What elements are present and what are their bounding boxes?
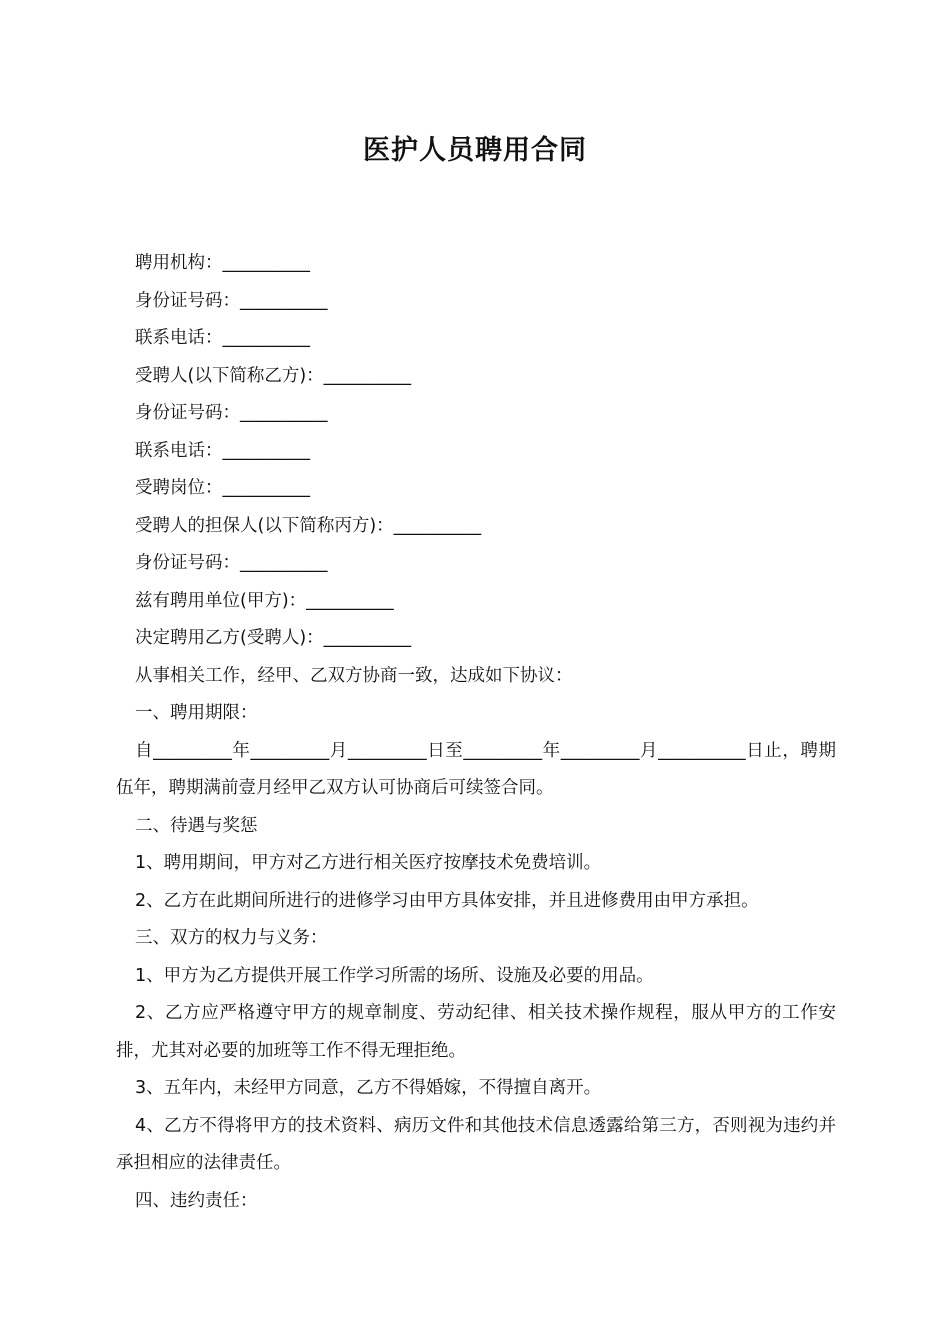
document-title: 医护人员聘用合同 [363, 135, 587, 166]
employee-field: 受聘人(以下简称乙方)：__________ [135, 365, 412, 386]
benefits-item-2: 2、乙方在此期间所进行的进修学习由甲方具体安排，并且进修费用由甲方承担。 [135, 890, 759, 911]
guarantor-field: 受聘人的担保人(以下简称丙方)：__________ [135, 515, 482, 536]
guarantor-id-field: 身份证号码：__________ [135, 553, 328, 573]
position-field: 受聘岗位：__________ [135, 478, 310, 498]
hiring-unit-field: 兹有聘用单位(甲方)：__________ [135, 590, 394, 611]
rights-item-1: 1、甲方为乙方提供开展工作学习所需的场所、设施及必要的用品。 [135, 965, 654, 986]
employee-phone-field: 联系电话：__________ [135, 440, 310, 461]
employer-phone-field: 联系电话：__________ [135, 328, 310, 348]
rights-item-3: 3、五年内，未经甲方同意，乙方不得婚嫁，不得擅自离开。 [135, 1078, 602, 1098]
employer-id-field: 身份证号码：__________ [135, 290, 328, 311]
decision-field: 决定聘用乙方(受聘人)：__________ [135, 628, 412, 648]
section-heading-term: 一、聘用期限： [135, 703, 258, 723]
intro-paragraph: 从事相关工作，经甲、乙双方协商一致，达成如下协议： [135, 665, 573, 686]
employer-field: 聘用机构：__________ [135, 253, 310, 273]
section-heading-rights: 三、双方的权力与义务： [135, 928, 328, 948]
rights-item-2: 2、乙方应严格遵守甲方的规章制度、劳动纪律、相关技术操作规程，服从甲方的工作安排，尤其对必要的加班等工作不得无理拒绝。 [116, 1003, 836, 1061]
rights-item-4: 4、乙方不得将甲方的技术资料、病历文件和其他技术信息透露给第三方，否则视为违约并承担相应的法律责任。 [116, 1115, 836, 1173]
term-paragraph: 自_________年_________月_________日至_________年_________月__________日止，聘期伍年，聘期满前壹月经甲乙双方认可协商后可续签合同。 [116, 740, 836, 798]
employee-id-field: 身份证号码：__________ [135, 403, 328, 423]
section-heading-breach: 四、违约责任： [135, 1190, 258, 1211]
benefits-item-1: 1、聘用期间，甲方对乙方进行相关医疗按摩技术免费培训。 [135, 853, 602, 873]
section-heading-benefits: 二、待遇与奖惩 [135, 815, 258, 836]
document-body [116, 245, 836, 1220]
